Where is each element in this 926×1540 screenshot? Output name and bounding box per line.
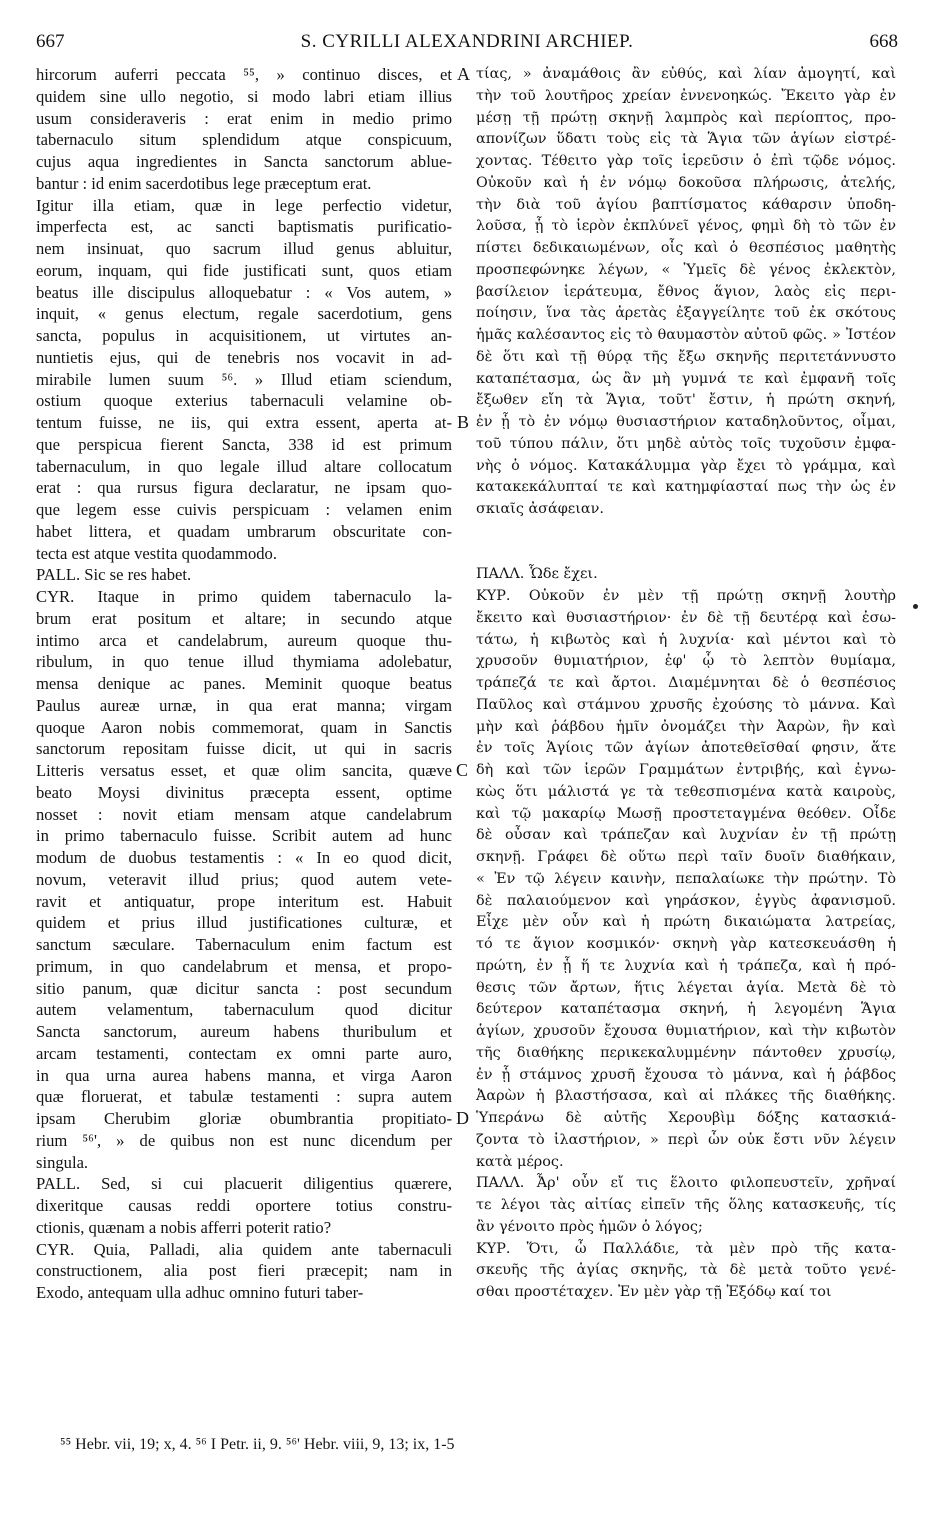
latin-text-line: brum erat positum et altare; in secundo atque [36,608,452,628]
greek-text-line: πρώτη, ἐν ᾗ ἥ τε λυχνία καὶ ἡ τράπεζα, καὶ ἡ πρό- [476,957,896,974]
latin-text-line: beatus ille discipulus alloquebatur : « Vos autem, » [36,282,452,302]
greek-text-line: δὲ παλαιούμενον καὶ γηράσκον, ἐγγὺς ἀφανισμοῦ. [476,892,896,909]
greek-text-line: δὲ ὅτι καὶ τῇ θύρᾳ τῆς ἔξω σκηνῆς περιτετάννυστο [476,348,896,365]
latin-text-line: hircorum auferri peccata ⁵⁵, » continuo disces, et [36,65,452,84]
greek-text-line: τῆς διαθήκης περικεκαλυμμένην πάντοθεν χρυσίῳ, [476,1044,896,1061]
latin-text-line: eorum, inquam, qui fide justificati sunt, quos etiam [36,260,452,280]
greek-text-line: τράπεζά τε καὶ ἄρτοι. Διαμέμνηται δὲ ὁ θεσπέσιος [476,675,896,691]
right-page-number: 668 [869,31,898,52]
latin-text-line: ctionis, quænam a nobis afferri poterit ratio? [36,1217,332,1237]
latin-text-line: intimo arca et candelabrum, aureum quoque thu- [36,630,452,650]
latin-text-line: habet littera, et quadam umbrarum obscuritate con- [36,521,452,541]
greek-text-line: κατακεκάλυπταί τε καὶ κατημφίασταί πως τὴν ὡς ἐν [476,479,896,496]
greek-text-line: ἡμᾶς καλέσαντος εἰς τὸ θαυμαστὸν αὐτοῦ φῶς. » Ἰστέον [476,327,896,343]
latin-text-line: inquit, « genus electum, regale sacerdotium, gens [36,304,452,324]
latin-text-line: in primo tabernaculo fuisse. Scribit autem ad hunc [36,826,452,846]
latin-text-line: quæ floruerat, et tabulæ testamenti : supra autem [36,1087,452,1107]
latin-text-line: PALL. Sic se res habet. [36,565,192,585]
latin-text-line: nuntietis ejus, qui de tenebris nos vocavit in ad- [36,347,452,367]
latin-text-line: primum, in quo candelabrum et mensa, et propo- [36,956,452,976]
latin-text-line: sanctorum repositam fuisse dicit, ut qui in sacris [36,739,452,759]
latin-text-line: que perspicua fierent Sancta, 338 id est primum [36,434,452,454]
latin-text-line: singula. [36,1152,89,1172]
greek-text-line: σκευῆς τῆς ἁγίας σκηνῆς, τὰ δὲ μετὰ τοῦτο γενέ- [476,1262,896,1279]
latin-text-line: sancta, populus in acquisitionem, ut virtutes an- [36,326,452,345]
latin-text-line: nosset : novit etiam mensam atque candelabrum [36,804,452,824]
latin-text-line: nem insinuat, quo sacrum illud genus abluitur, [36,239,452,258]
greek-text-line: ΠΑΛΛ. Ὧδε ἔχει. [476,566,598,583]
latin-text-line: ravit et antiquatur, prope interitum est. Habuit [36,891,452,911]
latin-text-line: imperfecta est, ac sancti baptismatis purificatio- [36,217,452,237]
greek-text-line: ΚΥΡ. Οὐκοῦν ἐν μὲν τῇ πρώτῃ σκηνῇ λουτὴρ [476,588,896,604]
latin-text-line: mensa denique ac panes. Meminit quoque beatus [36,674,452,693]
greek-text-line: Ὑπεράνω δὲ αὐτῆς Χερουβὶμ δόξης κατασκιά- [476,1110,896,1126]
greek-text-line: ἔκειτο καὶ θυσιαστήριον· ἐν δὲ τῇ δευτέρᾳ καὶ ἐσω- [476,609,896,626]
greek-text-line: κὼς ὅτι μάλιστά γε τὰ τεθεσπισμένα κατὰ καιροὺς, [476,783,896,800]
latin-text-line: CYR. Quia, Palladi, alia quidem ante tabernaculi [36,1239,452,1259]
greek-text-line: τὴν διὰ τοῦ ἁγίου βαπτίσματος κάθαρσιν ὑποδη- [476,196,896,213]
latin-text-line: CYR. Itaque in primo quidem tabernaculo la- [36,587,452,606]
latin-text-line: tentum fuisse, ne iis, qui extra essent, aperta at- [36,413,452,432]
greek-text-line: « Ἐν τῷ λέγειν καινὴν, πεπαλαίωκε τὴν πρώτην. Τὸ [476,870,896,887]
greek-text-line: σκηνῇ. Γράφει δὲ οὕτω περὶ ταῖν δυοῖν διαθήκαιν, [476,849,896,865]
latin-text-line: bantur : id enim sacerdotibus lege præceptum erat. [36,173,372,193]
latin-text-line: quoque Aaron nobis commemorat, quam in Sanctis [36,717,452,737]
greek-text-line: ζοντα τὸ ἱλαστήριον, » περὶ ὧν οὐκ ἔστι νῦν λέγειν [476,1131,896,1148]
greek-text-line: ἐν ᾗ στάμνος χρυσῆ ἔχουσα τὸ μάννα, καὶ ἡ ῥάβδος [476,1066,896,1083]
greek-text-line: μέσῃ τῇ πρώτῃ σκηνῇ λαμπρὸς καὶ περίοπτος, προ- [476,109,896,126]
latin-text-line: que legem esse cuivis perspicuam : velamen enim [36,500,452,519]
latin-text-line: constructionem, alia post fieri præcepit; nam in [36,1261,452,1281]
greek-text-line: ποίησιν, ἵνα τὰς ἀρετὰς ἐξαγγείλητε τοῦ ἐκ σκότους [476,305,896,322]
margin-marker-a: A [457,64,470,84]
greek-text-line: τίας, » ἀναμάθοις ἂν εὐθύς, καὶ λίαν ἀμογητί, καὶ [476,66,896,82]
greek-text-line: ἂν γένοιτο πρὸς ἡμῶν ὁ λόγος; [476,1218,703,1235]
latin-text-line: rium ⁵⁶', » de quibus non est nunc dicendum per [36,1130,452,1150]
margin-marker-c: C [456,760,469,780]
latin-text-line: tabernaculum, in quo legale illud altare collocatum [36,456,452,476]
greek-text-line: Παῦλος καὶ στάμνου χρυσῆς ἐχούσης τὸ μάννα. Καὶ [476,696,896,713]
greek-text-line: καὶ τῷ μακαρίῳ Μωσῇ προστεταγμένα θεόθεν. Οἶδε [476,805,896,822]
latin-text-line: dixeritque causas reddi oportere totius constru- [36,1196,452,1215]
latin-text-line: Sancta sanctorum, aureum habens thuribulum et [36,1022,452,1041]
latin-text-line: mirabile lumen suum ⁵⁶. » Illud etiam sciendum, [36,369,452,389]
greek-text-line: ἐν τοῖς Ἁγίοις τῶν ἁγίων ἀποτεθεῖσθαί φησιν, ἅτε [476,740,896,757]
footnotes: ⁵⁵ Hebr. vii, 19; x, 4. ⁵⁶ I Petr. ii, 9. ⁵⁶' Hebr. viii, 9, 13; ix, 1-5 [60,1436,455,1453]
latin-text-line: quidem et prius illud justificationes culturæ, et [36,913,452,933]
left-page-number: 667 [36,31,65,52]
latin-text-line: sitio panum, quæ dicitur sancta : post secundum [36,978,452,998]
running-header [36,30,898,54]
greek-text-line: Εἶχε μὲν οὖν καὶ ἡ πρώτη δικαιώματα λατρείας, [476,914,896,931]
greek-text-line: μὴν καὶ ῥάβδου ἡμῖν ὀνομάζει τὴν Ἀαρὼν, ἣν καὶ [476,718,896,735]
latin-text-line: Paulus aureæ urnæ, in qua erat manna; virgam [36,695,452,715]
greek-text-line: δὴ καὶ τῶν ἱερῶν Γραμμάτων ἐντριβής, καὶ ἐγνω- [476,762,896,778]
greek-text-line: κατὰ μέρος. [476,1153,564,1170]
latin-text-line: ipsam Cherubim gloriæ obumbrantia propitiato- [36,1109,452,1128]
latin-text-line: Litteris versatus esset, et quæ olim sancita, quæve [36,761,452,780]
greek-text-line: ἁγίων, χρυσοῦν ἔχουσα θυμιατήριον, καὶ τὴν κιβωτὸν [476,1023,896,1039]
greek-text-line [476,521,896,543]
latin-text-line: quidem sine ullo negotio, si modo labri etiam illius [36,86,452,106]
latin-column [36,64,452,1304]
greek-text-line: ἐν ᾗ τὸ ἐν νόμῳ θυσιαστήριον καταδηλοῦντος, οἶμαι, [476,414,896,430]
margin-marker-d: D [456,1108,469,1128]
greek-text-line: ΚΥΡ. Ὅτι, ὦ Παλλάδιε, τὰ μὲν πρὸ τῆς κατα- [476,1240,896,1257]
greek-text-line: καταπέτασμα, ὡς ἂν μὴ γυμνά τε καὶ ἐμφανῆ τοῖς [476,370,896,387]
greek-text-line: τοῦ τύπου πάλιν, ὅτι μηδὲ αὐτὸς τοῖς τυχοῦσιν ἐμφα- [476,435,896,452]
latin-text-line: tabernaculo situm splendidum atque conspicuum, [36,130,452,150]
latin-text-line: PALL. Sed, si cui placuerit diligentius quærere, [36,1174,452,1194]
greek-text-line: τὴν τοῦ λουτῆρος χρείαν ἐννενοηκώς. Ἔκειτο γὰρ ἐν [476,87,896,104]
running-title: S. CYRILLI ALEXANDRINI ARCHIEP. [300,31,634,52]
greek-text-line: χρυσοῦν θυμιατήριον, ἐφ' ᾧ τὸ λεπτὸν θυμίαμα, [476,653,896,670]
greek-text-line: σκιαῖς ἀσάφειαν. [476,501,604,517]
latin-text-line: usum consideraveris : erat enim in medio primo [36,108,452,128]
greek-text-line: νὴς ὁ νόμος. Κατακάλυμμα γὰρ ἔχει τὸ γράμμα, καὶ [476,457,896,474]
greek-column [476,64,896,1304]
greek-text-line: σθαι προστέταχεν. Ἐν μὲν γὰρ τῇ Ἐξόδῳ καί τοι [476,1284,832,1300]
greek-text-line: δὲ οὖσαν καὶ τράπεζαν καὶ λυχνίαν ἐν τῇ πρώτῃ [476,827,896,844]
latin-text-line: Igitur illa etiam, quæ in lege perfectio videtur, [36,195,452,215]
greek-text-line: ΠΑΛΛ. Ἆρ' οὖν εἴ τις ἕλοιτο φιλοπευστεῖν, χρῆναί [476,1175,896,1192]
latin-text-line: beato Moysi divinitus præcepta essent, optime [36,782,452,802]
greek-text-line: λοῦσα, ᾗ τὸ ἱερὸν ἐκπλύνεῖ γένος, φημὶ δὴ τὸ τῶν ἐν [476,218,896,235]
greek-text-line: θεσις τῶν ἄρτων, ἥτις λέγεται ἁγία. Μετὰ δὲ τὸ [476,979,896,996]
latin-text-line: ribulum, in quo tenue illud thymiama adolebatur, [36,652,452,672]
latin-text-line: autem velamentum, tabernaculum quod dicitur [36,1000,452,1020]
greek-text-line [476,543,896,565]
greek-text-line: προσπεφώνηκε λέγων, « Ὑμεῖς δὲ γένος ἐκλεκτὸν, [476,261,896,278]
ink-dot [913,604,918,609]
greek-text-line: Ἀαρὼν ἡ βλαστήσασα, καὶ αἱ πλάκες τῆς διαθήκης. [476,1088,896,1105]
greek-text-line: ἔξωθεν εἴη τὰ Ἅγια, τοῦτ' ἔστιν, ἡ πρώτη σκηνή, [476,392,896,409]
latin-text-line: Exodo, antequam ulla adhuc omnino futuri taber- [36,1283,364,1302]
latin-text-line: novum, veteravit illud prius; quod autem vete- [36,869,452,889]
greek-text-line: χοντας. Τέθειτο γὰρ τοῖς ἱερεῦσιν ὁ ἐπὶ τῷδε νόμος. [476,153,896,169]
greek-text-line: τε λέγοι τὰς αἰτίας εἰπεῖν τῆς ὅλης κατασκευῆς, τίς [476,1197,896,1213]
greek-text-line: απονίζων ὕδατι τοὺς εἰς τὰ Ἅγια τῶν ἁγίων εἰστρέ- [476,131,896,148]
greek-text-line: βασίλειον ἱεράτευμα, ἔθνος ἅγιον, λαὸς εἰς περι- [476,283,896,300]
latin-text-line: cujus aqua ingredientes in Sancta sanctorum ablue- [36,152,452,171]
greek-text-line: πίστει δεδικαιωμένων, οἷς καὶ ὁ θεσπέσιος μαθητὴς [476,240,896,256]
latin-text-line: ostium quoque exterius tabernaculi velamine ob- [36,391,452,411]
greek-text-line: δεύτερον καταπέτασμα σκηνή, ἡ λεγομένη Ἅγια [476,1001,896,1018]
latin-text-line: arcam testamenti, contectam ex omni parte auro, [36,1043,452,1063]
latin-text-line: erat : qua rursus figura declaratur, ne ipsam quo- [36,478,452,498]
greek-text-line: Οὐκοῦν καὶ ἡ ἐν νόμῳ δοκοῦσα πλήρωσις, ἀτελής, [476,174,896,191]
latin-text-line: tecta est atque vestita quodammodo. [36,543,277,563]
greek-text-line: τό τε ἅγιον κοσμικόν· σκηνὴ γὰρ κατεσκευάσθη ἡ [476,936,896,952]
greek-text-line: τάτω, ἡ κιβωτὸς καὶ ἡ λυχνία· καὶ μέντοι καὶ τὸ [476,631,896,648]
latin-text-line: sanctum sæculare. Tabernaculum enim factum est [36,935,452,954]
latin-text-line: modum de duobus testamentis : « In eo quod dicit, [36,848,452,867]
latin-text-line: in qua urna aurea habens manna, et virga Aaron [36,1065,452,1085]
margin-marker-b: B [457,412,470,432]
